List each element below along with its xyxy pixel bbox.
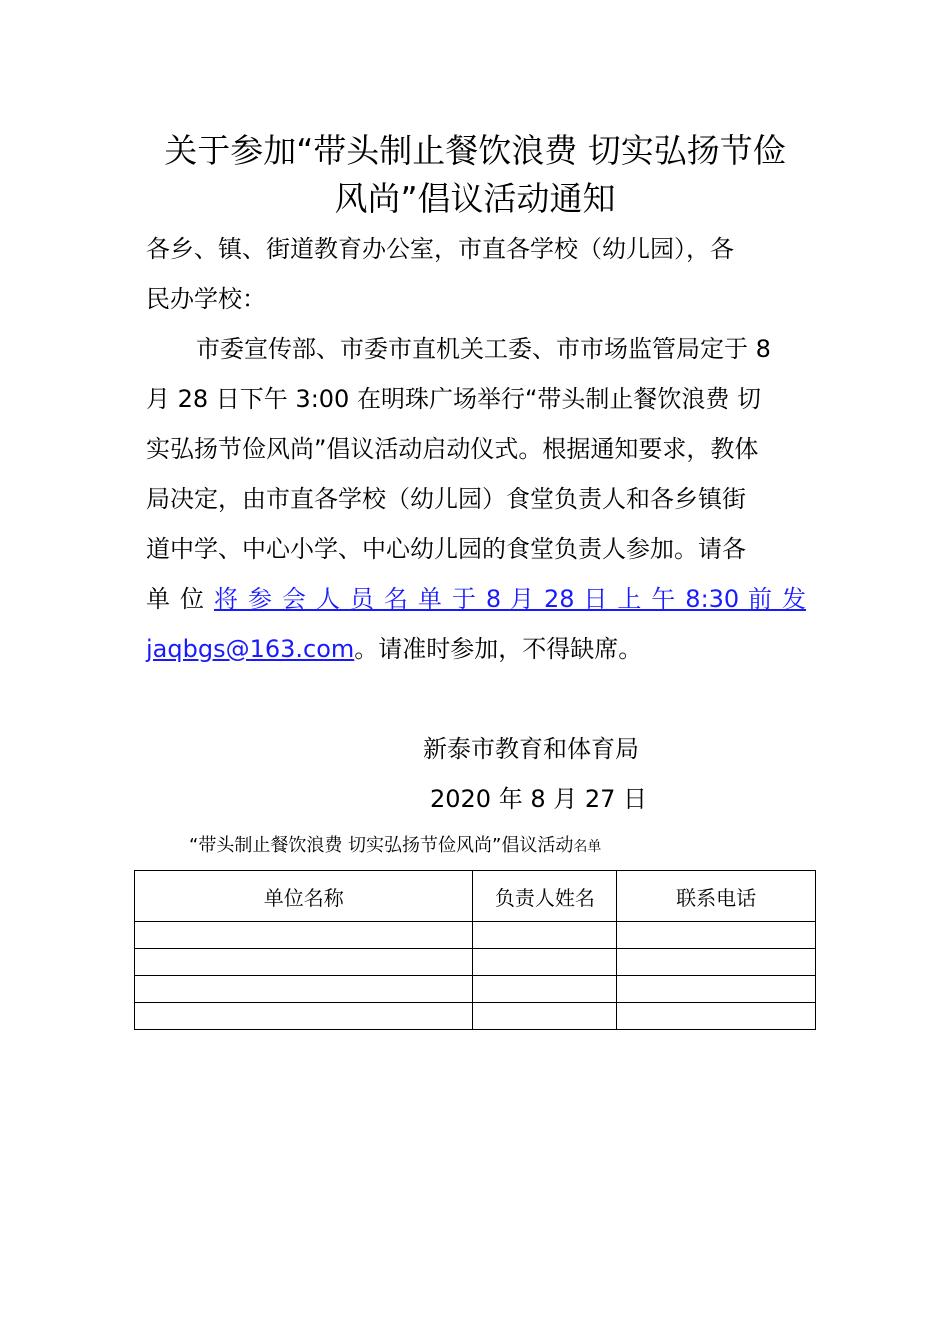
body-line-1: 市委宣传部、市委市直机关工委、市市场监管局定于 8 bbox=[196, 335, 771, 363]
table-cell bbox=[473, 976, 617, 1003]
table-cell bbox=[473, 949, 617, 976]
body-line-5: 道中学、中心小学、中心幼儿园的食堂负责人参加。请各 bbox=[146, 535, 746, 563]
body-line-2: 月 28 日下午 3:00 在明珠广场举行“带头制止餐饮浪费 切 bbox=[146, 385, 762, 413]
body-line-6-prefix: 单 位 bbox=[146, 585, 214, 613]
body-line-6 bbox=[146, 582, 806, 616]
participant-table bbox=[134, 870, 816, 1030]
table-cell bbox=[617, 976, 816, 1003]
header-person-in-charge: 负责人姓名 bbox=[473, 871, 617, 922]
signature-org: 新泰市教育和体育局 bbox=[423, 735, 639, 763]
table-cell bbox=[135, 976, 473, 1003]
page-title-line-2: 风尚”倡议活动通知 bbox=[334, 179, 616, 218]
table-cell bbox=[135, 922, 473, 949]
table-header-row bbox=[135, 871, 816, 922]
signature-date: 2020 年 8 月 27 日 bbox=[430, 785, 648, 813]
table-cell bbox=[617, 949, 816, 976]
table-row bbox=[135, 976, 816, 1003]
table-row bbox=[135, 1003, 816, 1030]
table-cell bbox=[617, 922, 816, 949]
submission-instruction-link[interactable]: 将 参 会 人 员 名 单 于 8 月 28 日 上 午 8:30 前 发 bbox=[213, 585, 806, 613]
page-title-line-1: 关于参加“带头制止餐饮浪费 切实弘扬节俭 bbox=[164, 131, 786, 170]
body-line-4: 局决定，由市直各学校（幼儿园）食堂负责人和各乡镇街 bbox=[146, 485, 746, 513]
table-cell bbox=[135, 949, 473, 976]
body-line-7-suffix: 。请准时参加，不得缺席。 bbox=[354, 635, 643, 663]
table-row bbox=[135, 922, 816, 949]
table-cell bbox=[473, 922, 617, 949]
body-line-3: 实弘扬节俭风尚”倡议活动启动仪式。根据通知要求，教体 bbox=[146, 435, 759, 463]
table-cell bbox=[473, 1003, 617, 1030]
body-line-7 bbox=[146, 632, 806, 666]
table-caption-main: “带头制止餐饮浪费 切实弘扬节俭风尚”倡议活动 bbox=[189, 835, 574, 856]
table-cell bbox=[617, 1003, 816, 1030]
email-link[interactable]: jaqbgs@163.com bbox=[146, 635, 355, 663]
table-caption-small: 名单 bbox=[573, 839, 602, 855]
table-caption bbox=[189, 832, 601, 861]
table-row bbox=[135, 949, 816, 976]
table-cell bbox=[135, 1003, 473, 1030]
salutation-line-1: 各乡、镇、街道教育办公室，市直各学校（幼儿园），各 bbox=[146, 235, 734, 263]
salutation-line-2: 民办学校： bbox=[146, 285, 266, 313]
header-phone: 联系电话 bbox=[617, 871, 816, 922]
header-unit-name: 单位名称 bbox=[135, 871, 473, 922]
